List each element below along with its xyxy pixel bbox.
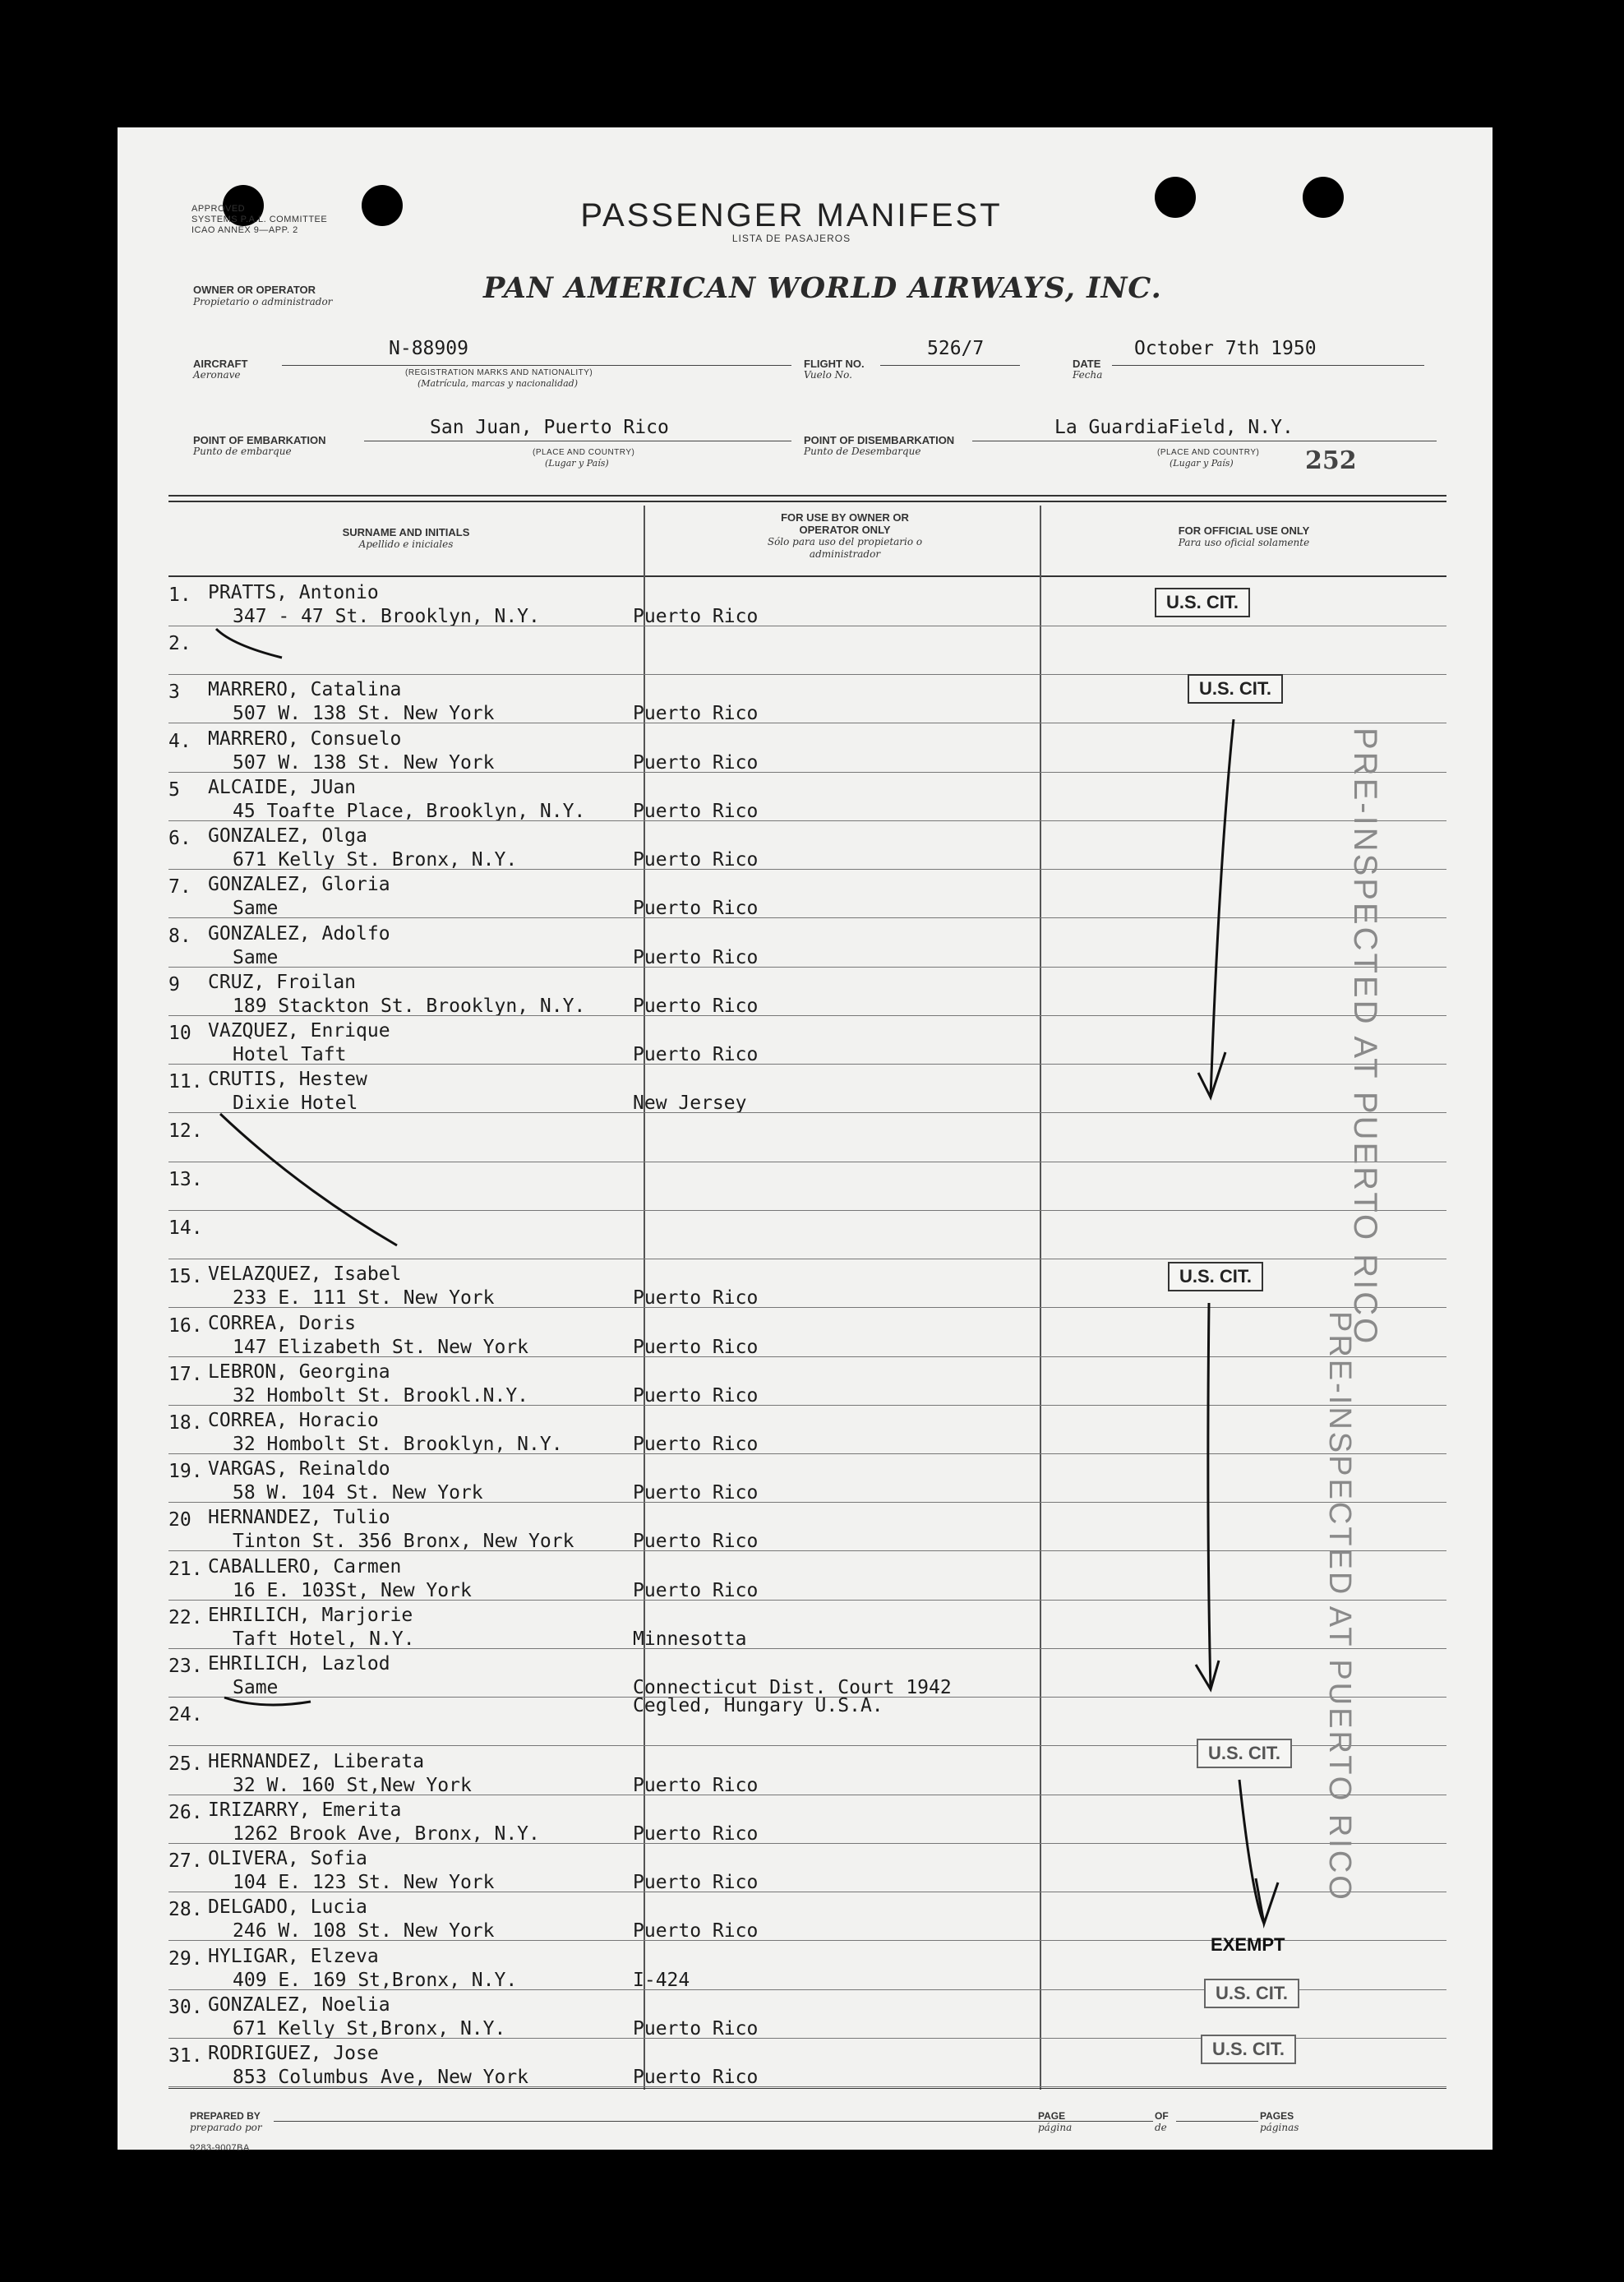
us-citizen-stamp: U.S. CIT. [1204, 1979, 1299, 2008]
preinspected-stamp: PRE-INSPECTED AT PUERTO RICO [1347, 728, 1383, 1347]
page-line [1075, 2121, 1153, 2122]
operator-note: Puerto Rico [633, 995, 759, 1017]
column-header-surname-es: Apellido e iniciales [358, 538, 454, 550]
operator-note: Puerto Rico [633, 1287, 759, 1309]
passenger-address: 189 Stackton St. Brooklyn, N.Y. [233, 995, 586, 1017]
row-number: 9 [168, 974, 180, 995]
passenger-address: Hotel Taft [233, 1044, 347, 1065]
pages-label [1260, 2110, 1299, 2133]
row-number: 5 [168, 779, 180, 801]
preinspected-stamp: PRE-INSPECTED AT PUERTO RICO [1322, 1311, 1357, 1902]
place-caption: (PLACE AND COUNTRY) [1157, 448, 1260, 457]
prepared-by-es: preparado por [190, 2122, 262, 2133]
operator-note: Puerto Rico [633, 947, 759, 968]
passenger-name: MARRERO, Catalina [208, 679, 402, 700]
prepared-by-line [274, 2121, 1100, 2122]
operator-note: Puerto Rico [633, 1482, 759, 1504]
passenger-address: 246 W. 108 St. New York [233, 1920, 495, 1942]
passenger-address: 507 W. 138 St. New York [233, 752, 495, 774]
passenger-address: 233 E. 111 St. New York [233, 1287, 495, 1309]
passenger-address: 45 Toafte Place, Brooklyn, N.Y. [233, 801, 586, 822]
passenger-name: PRATTS, Antonio [208, 582, 379, 603]
passenger-address: 32 Hombolt St. Brookl.N.Y. [233, 1385, 529, 1407]
column-header-operator-es: Sólo para uso del propietario o administrador [767, 536, 923, 560]
row-number: 8. [168, 926, 191, 947]
manifest-title: PASSENGER MANIFEST [580, 197, 1003, 233]
date-label: DATE [1073, 358, 1101, 370]
passenger-name: VAZQUEZ, Enrique [208, 1020, 390, 1042]
ditto-arrow [1208, 1303, 1211, 1689]
passenger-name: VARGAS, Reinaldo [208, 1458, 390, 1480]
operator-note: Minnesotta [633, 1628, 747, 1650]
flight-value: 526/7 [927, 338, 985, 359]
passenger-name: HERNANDEZ, Tulio [208, 1507, 390, 1528]
approval-line: ICAO ANNEX 9—APP. 2 [191, 225, 298, 235]
passenger-name: CRUZ, Froilan [208, 972, 357, 993]
passenger-name: HYLIGAR, Elzeva [208, 1946, 379, 1967]
operator-note: Puerto Rico [633, 1872, 759, 1893]
prepared-by-label [190, 2110, 262, 2133]
operator-note: Puerto Rico [633, 1434, 759, 1455]
row-number: 11. [168, 1071, 203, 1092]
passenger-address: 409 E. 169 St,Bronx, N.Y. [233, 1970, 518, 1991]
operator-note: I-424 [633, 1970, 690, 1991]
row-number: 24. [168, 1704, 203, 1725]
strike-through-rows-12-14 [220, 1114, 397, 1245]
column-header-surname-en: SURNAME AND INITIALS [342, 526, 470, 538]
page-label-es: página [1038, 2122, 1073, 2133]
page-label [1038, 2110, 1072, 2133]
exempt-stamp: EXEMPT [1211, 1934, 1285, 1955]
passenger-name: IRIZARRY, Emerita [208, 1799, 402, 1821]
passenger-address: 16 E. 103St, New York [233, 1580, 472, 1601]
of-label-es: de [1155, 2122, 1167, 2133]
registration-caption: (REGISTRATION MARKS AND NATIONALITY) [405, 368, 593, 377]
operator-note: Connecticut Dist. Court 1942 [633, 1677, 952, 1698]
approval-line: SYSTEMS P.A.L. COMMITTEE [191, 215, 328, 224]
passenger-address: Dixie Hotel [233, 1092, 358, 1114]
row-number: 12. [168, 1120, 203, 1142]
passenger-name: CRUTIS, Hestew [208, 1069, 367, 1090]
passenger-name: LEBRON, Georgina [208, 1361, 390, 1383]
manifest-subtitle: LISTA DE PASAJEROS [731, 233, 851, 244]
column-header-operator-en: FOR USE BY OWNER OR OPERATOR ONLY [781, 511, 909, 536]
footer-rule [168, 2088, 1446, 2089]
approval-line: APPROVED [191, 204, 246, 214]
passenger-name: EHRILICH, Marjorie [208, 1605, 413, 1626]
page-label-en: PAGE [1038, 2110, 1066, 2122]
operator-note: Puerto Rico [633, 1920, 759, 1942]
operator-note: Puerto Rico [633, 703, 759, 724]
of-line [1176, 2121, 1258, 2122]
operator-note: Puerto Rico [633, 1337, 759, 1358]
ditto-arrow [1211, 719, 1234, 1097]
strike-through-row-24 [224, 1698, 311, 1705]
passenger-name: GONZALEZ, Noelia [208, 1994, 390, 2016]
owner-label-es: Propietario o administrador [193, 296, 333, 307]
passenger-address: 32 W. 160 St,New York [233, 1775, 472, 1796]
date-value: October 7th 1950 [1134, 338, 1317, 359]
row-number: 13. [168, 1169, 203, 1190]
owner-label: OWNER OR OPERATOR [193, 284, 316, 296]
passenger-address: Tinton St. 356 Bronx, New York [233, 1531, 574, 1552]
passenger-name: MARRERO, Consuelo [208, 728, 402, 750]
us-citizen-stamp: U.S. CIT. [1168, 1262, 1263, 1291]
passenger-address: 58 W. 104 St. New York [233, 1482, 483, 1504]
place-caption-es: (Lugar y País) [545, 458, 609, 469]
passenger-name: HERNANDEZ, Liberata [208, 1751, 425, 1772]
arrow-head [1196, 1661, 1219, 1689]
passenger-address: 347 - 47 St. Brooklyn, N.Y. [233, 606, 540, 627]
row-number: 25. [168, 1753, 203, 1775]
row-number: 18. [168, 1412, 203, 1434]
us-citizen-stamp: U.S. CIT. [1188, 674, 1283, 704]
passenger-name: CORREA, Doris [208, 1313, 357, 1334]
place-caption: (PLACE AND COUNTRY) [533, 448, 635, 457]
column-header-official-en: FOR OFFICIAL USE ONLY [1178, 524, 1310, 537]
aircraft-label: AIRCRAFT [193, 358, 248, 370]
airline-name: PAN AMERICAN WORLD AIRWAYS, INC. [483, 271, 1162, 305]
passenger-name: CABALLERO, Carmen [208, 1556, 402, 1578]
row-number: 4. [168, 731, 191, 752]
row-number: 28. [168, 1899, 203, 1920]
us-citizen-stamp: U.S. CIT. [1201, 2035, 1296, 2064]
operator-note: Puerto Rico [633, 606, 759, 627]
date-label-es: Fecha [1073, 369, 1103, 381]
form-code: 9283-9007BA [190, 2143, 250, 2153]
passenger-name: VELAZQUEZ, Isabel [208, 1263, 402, 1285]
disembark-label: POINT OF DISEMBARKATION [804, 434, 955, 446]
row-number: 27. [168, 1850, 203, 1872]
operator-note: Puerto Rico [633, 2018, 759, 2039]
row-number: 20 [168, 1509, 191, 1531]
row-number: 1. [168, 584, 191, 606]
passenger-name: GONZALEZ, Adolfo [208, 923, 390, 945]
row-number: 3 [168, 681, 180, 703]
row-number: 14. [168, 1217, 203, 1239]
operator-note-line-2: Cegled, Hungary U.S.A. [633, 1695, 884, 1716]
operator-note: Puerto Rico [633, 1775, 759, 1796]
embark-value: San Juan, Puerto Rico [430, 417, 669, 438]
flight-label-es: Vuelo No. [804, 369, 852, 381]
row-number: 31. [168, 2045, 203, 2067]
flight-label: FLIGHT NO. [804, 358, 865, 370]
disembark-label-es: Punto de Desembarque [804, 446, 921, 457]
manifest-sheet [118, 127, 1493, 2153]
pencil-marks [118, 127, 1493, 2150]
row-number: 7. [168, 876, 191, 898]
passenger-name: CORREA, Horacio [208, 1410, 379, 1431]
operator-note: Puerto Rico [633, 1580, 759, 1601]
passenger-address: Same [233, 1677, 279, 1698]
aircraft-label-es: Aeronave [193, 369, 241, 381]
prepared-by-en: PREPARED BY [190, 2110, 261, 2122]
aircraft-value: N-88909 [389, 338, 468, 359]
pages-label-es: páginas [1260, 2122, 1299, 2133]
embark-label: POINT OF EMBARKATION [193, 434, 326, 446]
registration-caption-es: (Matrícula, marcas y nacionalidad) [418, 378, 578, 389]
operator-note: Puerto Rico [633, 1531, 759, 1552]
strike-through-row-2 [216, 629, 282, 658]
of-label [1155, 2110, 1169, 2133]
passenger-name: OLIVERA, Sofia [208, 1848, 367, 1869]
us-citizen-stamp: U.S. CIT. [1155, 588, 1250, 617]
row-number: 23. [168, 1656, 203, 1677]
operator-note: Puerto Rico [633, 2067, 759, 2088]
passenger-address: 671 Kelly St,Bronx, N.Y. [233, 2018, 506, 2039]
operator-note: Puerto Rico [633, 849, 759, 871]
operator-note: New Jersey [633, 1092, 747, 1114]
row-number: 2. [168, 633, 191, 654]
row-number: 15. [168, 1266, 203, 1287]
operator-note: Puerto Rico [633, 1044, 759, 1065]
operator-note: Puerto Rico [633, 1385, 759, 1407]
row-number: 26. [168, 1802, 203, 1823]
arrow-head [1256, 1878, 1278, 1924]
passenger-address: Taft Hotel, N.Y. [233, 1628, 415, 1650]
passenger-address: 853 Columbus Ave, New York [233, 2067, 529, 2088]
row-number: 21. [168, 1559, 203, 1580]
row-number: 10 [168, 1023, 191, 1044]
passenger-address: Same [233, 947, 279, 968]
operator-note: Puerto Rico [633, 898, 759, 919]
row-number: 16. [168, 1315, 203, 1337]
passenger-name: GONZALEZ, Gloria [208, 874, 390, 895]
passenger-address: 32 Hombolt St. Brooklyn, N.Y. [233, 1434, 563, 1455]
row-number: 6. [168, 828, 191, 849]
row-number: 19. [168, 1461, 203, 1482]
passenger-address: 104 E. 123 St. New York [233, 1872, 495, 1893]
row-number: 29. [168, 1948, 203, 1970]
passenger-name: ALCAIDE, JUan [208, 777, 357, 798]
us-citizen-stamp: U.S. CIT. [1197, 1739, 1292, 1768]
row-number: 22. [168, 1607, 203, 1628]
embark-label-es: Punto de embarque [193, 446, 292, 457]
pages-label-en: PAGES [1260, 2110, 1294, 2122]
passenger-address: 671 Kelly St. Bronx, N.Y. [233, 849, 518, 871]
row-number: 17. [168, 1364, 203, 1385]
passenger-name: GONZALEZ, Olga [208, 825, 367, 847]
passenger-address: 1262 Brook Ave, Bronx, N.Y. [233, 1823, 540, 1845]
column-header-official-es: Para uso oficial solamente [1178, 537, 1310, 548]
place-caption-es: (Lugar y País) [1170, 458, 1234, 469]
row-number: 30. [168, 1997, 203, 2018]
operator-note: Puerto Rico [633, 801, 759, 822]
disembark-value: La GuardiaField, N.Y. [1054, 417, 1294, 438]
passenger-name: EHRILICH, Lazlod [208, 1653, 390, 1675]
passenger-address: 147 Elizabeth St. New York [233, 1337, 529, 1358]
passenger-name: RODRIGUEZ, Jose [208, 2043, 379, 2064]
passenger-address: 507 W. 138 St. New York [233, 703, 495, 724]
passenger-name: DELGADO, Lucia [208, 1896, 367, 1918]
operator-note: Puerto Rico [633, 752, 759, 774]
operator-note: Puerto Rico [633, 1823, 759, 1845]
of-label-en: OF [1155, 2110, 1169, 2122]
page-number: 252 [1305, 446, 1357, 475]
passenger-address: Same [233, 898, 279, 919]
